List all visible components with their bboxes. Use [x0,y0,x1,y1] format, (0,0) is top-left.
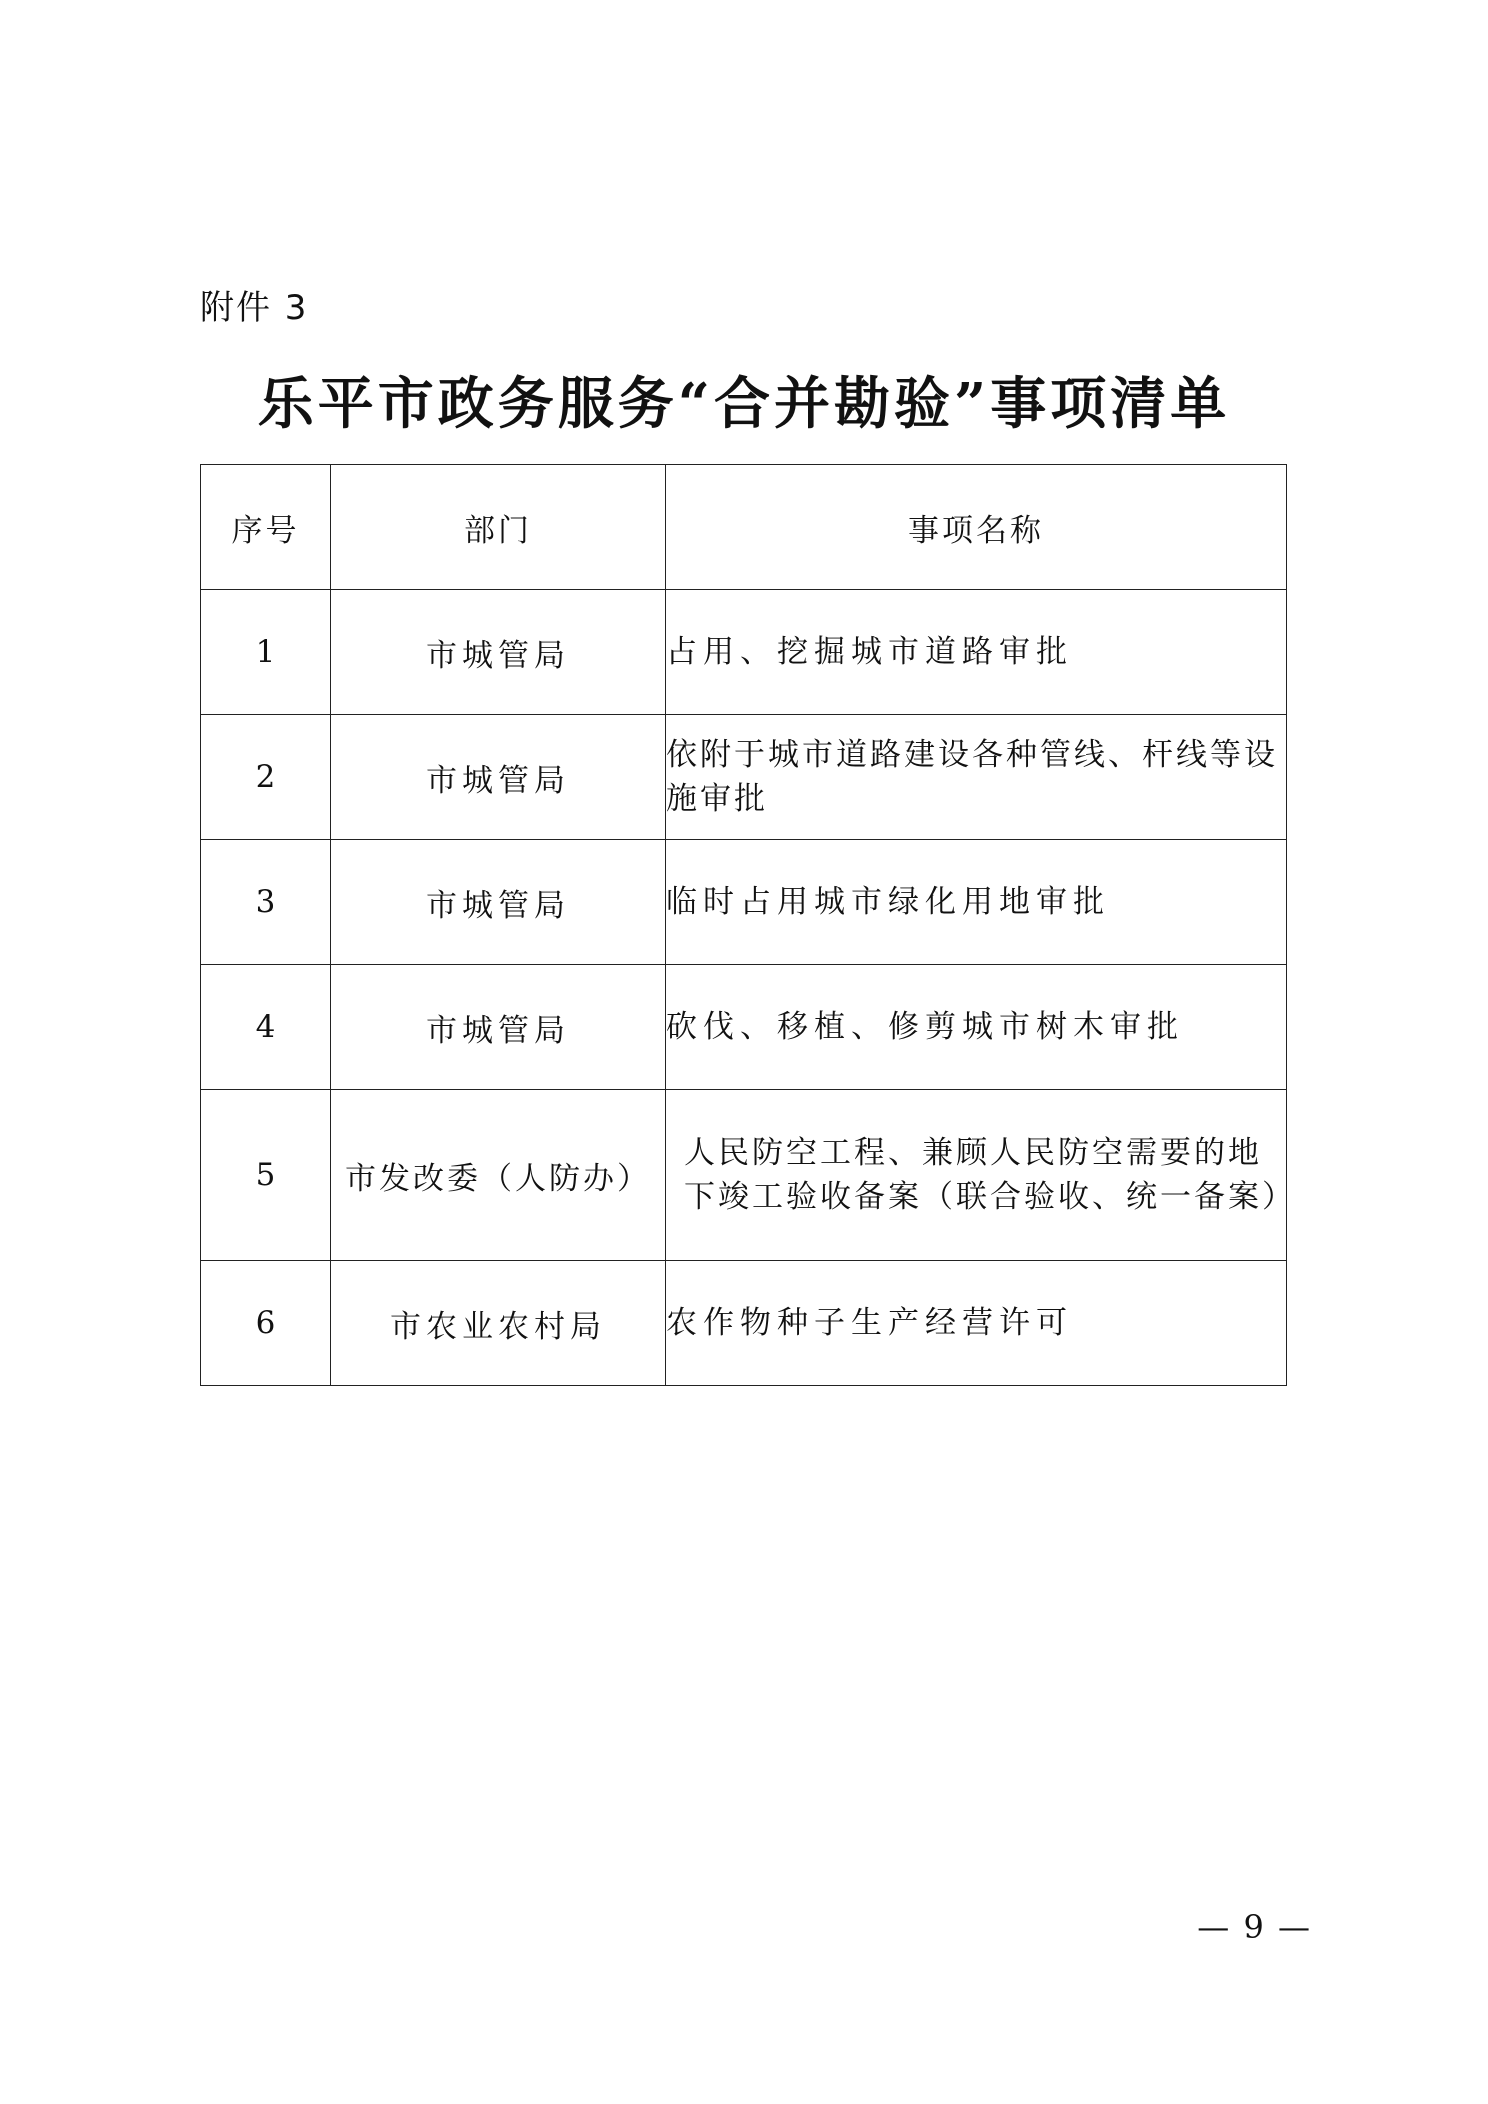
row-seq: 2 [201,715,331,840]
row-dept: 市城管局 [331,965,666,1090]
row-item-name: 砍伐、移植、修剪城市树木审批 [666,965,1287,1090]
table-row [201,965,1287,1090]
row-dept: 市城管局 [331,715,666,840]
row-seq: 3 [201,840,331,965]
row-seq: 5 [201,1090,331,1261]
header-dept: 部门 [331,465,666,590]
header-name: 事项名称 [666,465,1287,590]
header-seq: 序号 [201,465,331,590]
row-item-name: 人民防空工程、兼顾人民防空需要的地下竣工验收备案（联合验收、统一备案） [666,1090,1287,1261]
table-row [201,1090,1287,1261]
row-item-name: 占用、挖掘城市道路审批 [666,590,1287,715]
row-dept: 市城管局 [331,590,666,715]
page-number: — 9 — [1197,1908,1312,1946]
table-row [201,715,1287,840]
row-dept: 市发改委（人防办） [331,1090,666,1261]
attachment-label: 附件 3 [200,288,309,328]
row-dept: 市农业农村局 [331,1261,666,1386]
row-item-name: 临时占用城市绿化用地审批 [666,840,1287,965]
page-title: 乐平市政务服务“合并勘验”事项清单 [257,371,1231,437]
row-seq: 6 [201,1261,331,1386]
table-header-row [201,465,1287,590]
row-seq: 4 [201,965,331,1090]
row-item-name: 农作物种子生产经营许可 [666,1261,1287,1386]
row-seq: 1 [201,590,331,715]
items-table [200,464,1296,1386]
table-row [201,1261,1287,1386]
row-item-name: 依附于城市道路建设各种管线、杆线等设施审批 [666,715,1287,840]
table-row [201,840,1287,965]
table-row [201,590,1287,715]
row-dept: 市城管局 [331,840,666,965]
